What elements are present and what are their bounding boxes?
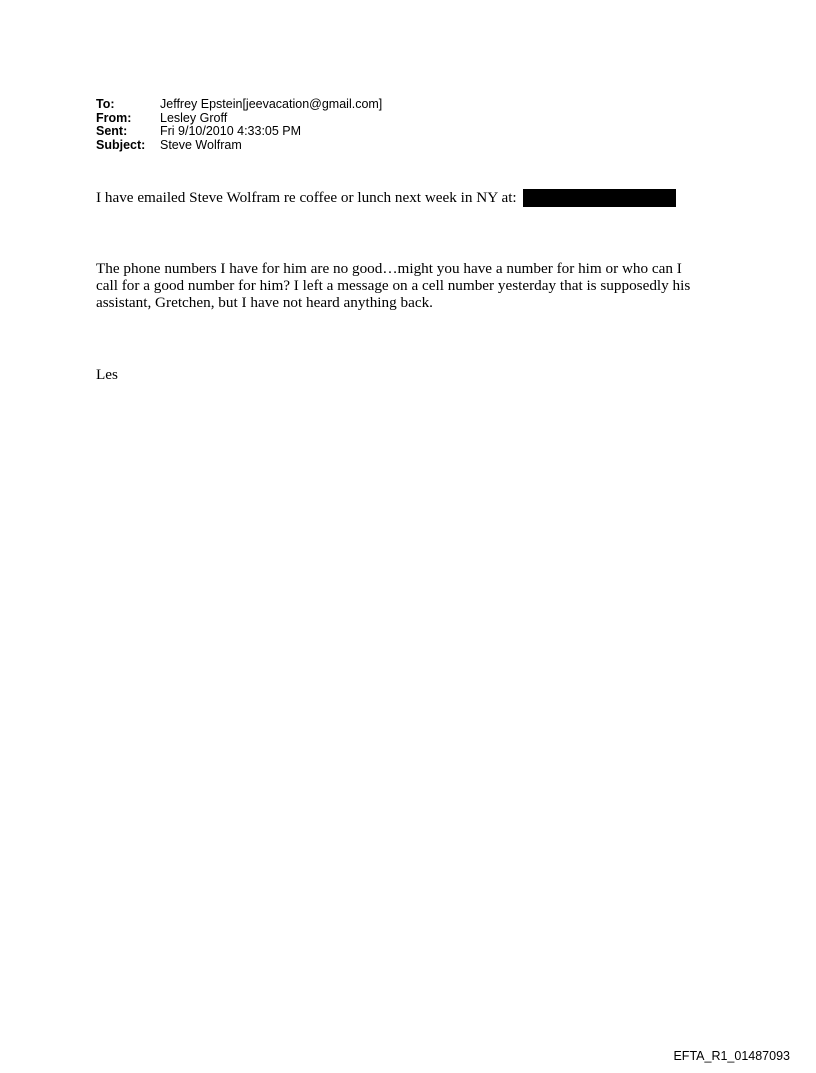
- signature: Les: [96, 366, 118, 383]
- sent-label: Sent:: [96, 124, 128, 139]
- sent-value: Fri 9/10/2010 4:33:05 PM: [160, 124, 302, 139]
- subject-row: [96, 139, 382, 153]
- email-header: [96, 98, 382, 152]
- from-label: From:: [96, 110, 132, 125]
- body-paragraph-2-line: The phone numbers I have for him are no good…might you have a number for him or who can I: [96, 260, 682, 277]
- document-id: EFTA_R1_01487093: [673, 1049, 790, 1063]
- subject-label: Subject:: [96, 137, 146, 152]
- to-label: To:: [96, 97, 115, 111]
- body-paragraph-2: [96, 260, 690, 311]
- to-value: Jeffrey Epstein[jeevacation@gmail.com]: [160, 97, 383, 111]
- body-paragraph-1: [96, 189, 676, 207]
- body-paragraph-1-text: I have emailed Steve Wolfram re coffee or lunch next week in NY at:: [96, 189, 517, 206]
- from-value: Lesley Groff: [160, 110, 228, 125]
- sent-row: [96, 125, 382, 139]
- to-row: [96, 98, 382, 112]
- from-row: [96, 112, 382, 126]
- redaction-block: [523, 189, 676, 207]
- subject-value: Steve Wolfram: [160, 137, 242, 152]
- body-paragraph-2-line: assistant, Gretchen, but I have not heard anything back.: [96, 294, 433, 311]
- body-paragraph-2-line: call for a good number for him? I left a message on a cell number yesterday that is supposedly his: [96, 277, 691, 294]
